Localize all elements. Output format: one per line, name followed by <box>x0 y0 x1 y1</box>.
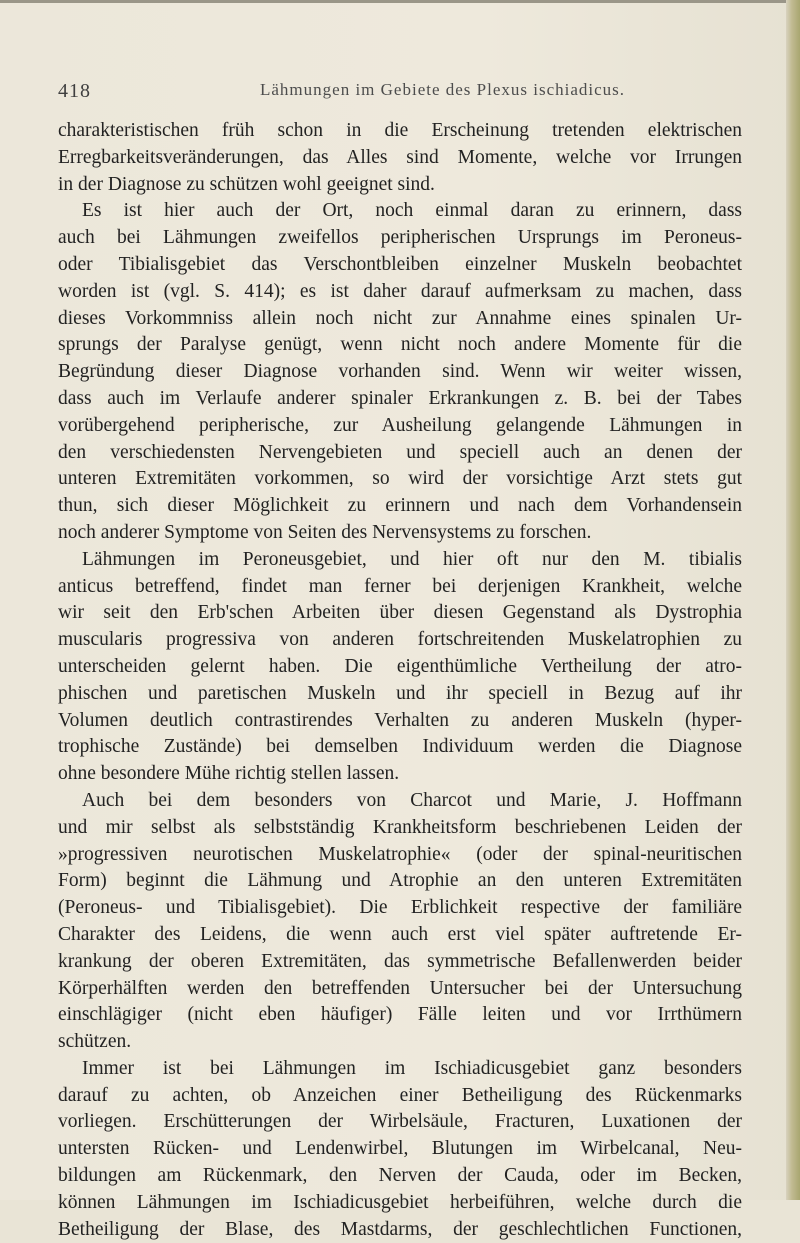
text-line: muscularis progressiva von anderen fortschreitenden Muskelatrophien zu <box>58 629 742 651</box>
body-text <box>58 118 742 1243</box>
text-line: Erregbarkeitsveränderungen, das Alles sind Momente, welche vor Irrungen <box>58 146 742 168</box>
top-rule <box>0 0 800 3</box>
text-line: unteren Extremitäten vorkommen, so wird der vorsichtige Arzt stets gut <box>58 468 742 490</box>
paragraph <box>58 198 742 546</box>
text-line: »progressiven neurotischen Muskelatrophie« (oder der spinal-neuritischen <box>58 843 742 865</box>
paragraph <box>58 547 742 788</box>
text-line: Immer ist bei Lähmungen im Ischiadicusgebiet ganz besonders <box>82 1057 742 1079</box>
text-line: können Lähmungen im Ischiadicusgebiet herbeiführen, welche durch die <box>58 1191 742 1213</box>
text-line: Volumen deutlich contrastirendes Verhalten zu anderen Muskeln (hyper- <box>58 709 742 731</box>
text-line: Auch bei dem besonders von Charcot und Marie, J. Hoffmann <box>82 789 742 811</box>
text-line: Lähmungen im Peroneusgebiet, und hier oft nur den M. tibialis <box>82 548 742 570</box>
text-line: vorliegen. Erschütterungen der Wirbelsäule, Fracturen, Luxationen der <box>58 1111 742 1133</box>
text-line: auch bei Lähmungen zweifellos peripherischen Ursprungs im Peroneus- <box>58 227 742 249</box>
text-line: worden ist (vgl. S. 414); es ist daher darauf aufmerksam zu machen, dass <box>58 280 742 302</box>
text-line: darauf zu achten, ob Anzeichen einer Betheiligung des Rückenmarks <box>58 1084 742 1106</box>
text-line: unterscheiden gelernt haben. Die eigenthümliche Vertheilung der atro- <box>58 655 742 677</box>
text-line: Charakter des Leidens, die wenn auch erst viel später auftretende Er- <box>58 923 742 945</box>
text-line: ohne besondere Mühe richtig stellen lassen. <box>58 763 400 785</box>
text-line: anticus betreffend, findet man ferner bei derjenigen Krankheit, welche <box>58 575 742 597</box>
text-line: sprungs der Paralyse genügt, wenn nicht noch andere Momente für die <box>58 334 742 356</box>
text-line: in der Diagnose zu schützen wohl geeignet sind. <box>58 173 435 195</box>
running-head: Lähmungen im Gebiete des Plexus ischiadicus. <box>260 80 626 99</box>
text-line: charakteristischen früh schon in die Erscheinung tretenden elektrischen <box>58 120 742 141</box>
text-line: Begründung dieser Diagnose vorhanden sind. Wenn wir weiter wissen, <box>58 361 742 383</box>
text-line: dass auch im Verlaufe anderer spinaler Erkrankungen z. B. bei der Tabes <box>58 387 742 409</box>
text-line: und mir selbst als selbstständig Krankheitsform beschriebenen Leiden der <box>58 816 742 838</box>
text-line: Körperhälften werden den betreffenden Untersucher bei der Untersuchung <box>58 977 742 999</box>
text-line: vorübergehend peripherische, zur Ausheilung gelangende Lähmungen in <box>58 414 742 436</box>
paragraph <box>58 788 742 1056</box>
page-edge <box>786 0 800 1200</box>
text-line: bildungen am Rückenmark, den Nerven der Cauda, oder im Becken, <box>58 1165 742 1187</box>
text-line: Form) beginnt die Lähmung und Atrophie an den unteren Extremitäten <box>58 870 742 892</box>
text-line: (Peroneus- und Tibialisgebiet). Die Erblichkeit respective der familiäre <box>58 897 742 919</box>
text-line: Betheiligung der Blase, des Mastdarms, der geschlechtlichen Functionen, <box>58 1218 742 1240</box>
text-line: trophische Zustände) bei demselben Individuum werden die Diagnose <box>58 736 742 758</box>
text-line: thun, sich dieser Möglichkeit zu erinnern und nach dem Vorhandensein <box>58 495 742 517</box>
paragraph <box>58 118 742 198</box>
text-line: dieses Vorkommniss allein noch nicht zur Annahme eines spinalen Ur- <box>58 307 742 329</box>
paragraph <box>58 1056 742 1243</box>
text-line: phischen und paretischen Muskeln und ihr speciell in Bezug auf ihr <box>58 682 742 704</box>
page-header <box>58 78 738 102</box>
text-line: noch anderer Symptome von Seiten des Nervensystems zu forschen. <box>58 521 592 543</box>
text-line: oder Tibialisgebiet das Verschontbleiben einzelner Muskeln beobachtet <box>58 253 742 275</box>
text-line: den verschiedensten Nervengebieten und speciell auch an denen der <box>58 441 742 463</box>
text-line: wir seit den Erb'schen Arbeiten über diesen Gegenstand als Dystrophia <box>58 602 742 624</box>
page-number: 418 <box>58 80 91 102</box>
text-line: einschlägiger (nicht eben häufiger) Fälle leiten und vor Irrthümern <box>58 1004 742 1026</box>
text-line: untersten Rücken- und Lendenwirbel, Blutungen im Wirbelcanal, Neu- <box>58 1138 742 1160</box>
text-line: krankung der oberen Extremitäten, das symmetrische Befallenwerden beider <box>58 950 742 972</box>
text-line: schützen. <box>58 1031 132 1053</box>
text-line: Es ist hier auch der Ort, noch einmal daran zu erinnern, dass <box>82 200 742 222</box>
